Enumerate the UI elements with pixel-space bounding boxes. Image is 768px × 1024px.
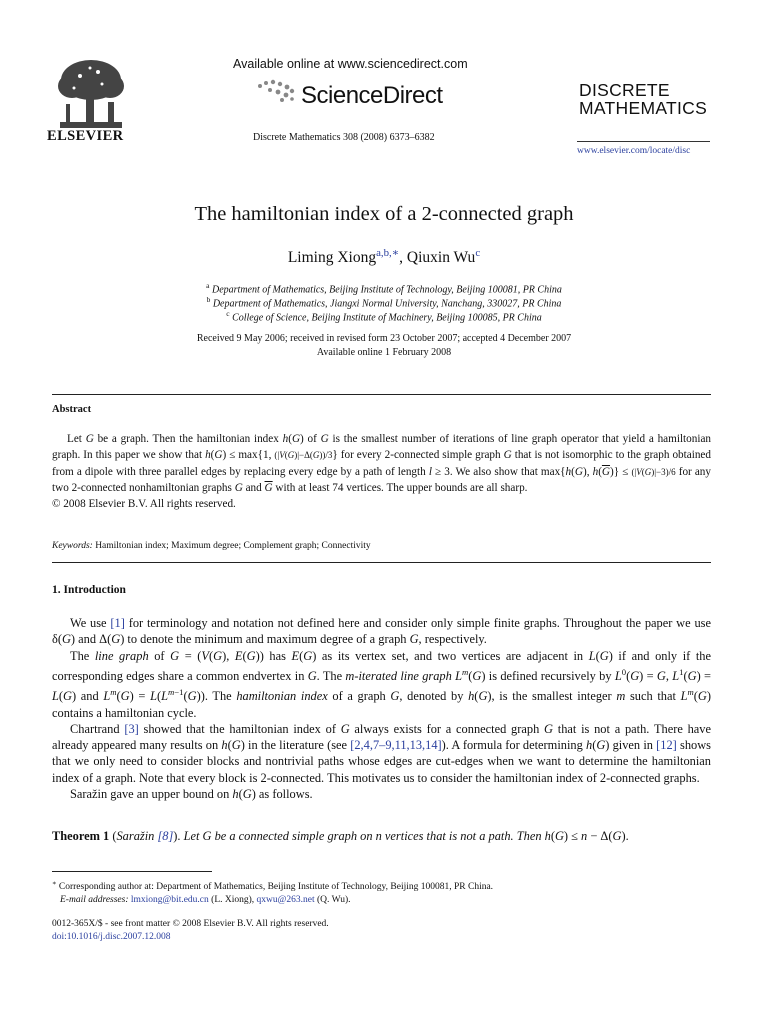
affiliation: $^a$ Department of Mathematics, Beijing Institute of Technology, Beijing 100081, PR China — [206, 281, 562, 296]
keywords: Keywords: Hamiltonian index; Maximum degree; Complement graph; Connectivity — [52, 541, 371, 551]
doi-link[interactable]: doi:10.1016/j.disc.2007.12.008 — [52, 932, 171, 942]
available-online-text: Available online at www.sciencedirect.com — [233, 57, 468, 71]
received-dates: Received 9 May 2006; received in revised form 23 October 2007; accepted 4 December 2007 — [196, 333, 572, 344]
journal-divider — [577, 141, 710, 142]
online-date: Available online 1 February 2008 — [316, 347, 452, 358]
section-heading: 1. Introduction — [52, 584, 126, 596]
introduction-text: We use [1] for terminology and notation not defined here and consider only simple finite graphs. Throughout the paper we use δ(G) and Δ(G) to denote the minimum and maximum degree of a graph G, respectively. The line graph of G = (V(G), E(G)) has E(G) as its vertex set, and two vertices are adjacent in L(G) if and only if the corresponding edges share a common endvertex in G. The m-iterated line graph $L^m(G)$ is defined recursively by $L^0(G) = G$, $L^1(G) = L(G)$ and $L^m(G) = L(L^{m-1}(G))$. The hamiltonian index of a graph G, denoted by h(G), is the smallest integer m such that $L^m(G)$ contains a hamiltonian cycle. Chartrand [3] showed that the hamiltonian index of G always exists for a connected graph G that is not a path. There have already appeared many results on h(G) in the literature (see [2,4,7–9,11,13,14]). A formula for determining h(G) given in [12] shows that we only need to consider blocks and nontrivial paths whose edges are cut-edges when we want to determine the hamiltonian index of a graph. Note that every block is 2-connected. This motivates us to consider the hamiltonian index of 2-connected graphs. Saražin gave an upper bound on h(G) as follows. — [52, 616, 712, 801]
copyright-notice: © 2008 Elsevier B.V. All rights reserved. — [52, 498, 236, 511]
author-line — [0, 246, 768, 267]
abstract-heading: Abstract — [52, 404, 92, 415]
email-link[interactable]: lmxiong@bit.edu.cn — [130, 895, 209, 906]
author-name: Liming Xiong — [287, 249, 377, 267]
divider — [52, 394, 711, 395]
publisher-name: ELSEVIER — [47, 128, 124, 144]
author-affiliation-marks[interactable]: a,b,∗ — [376, 247, 400, 259]
journal-title-line2: MATHEMATICS — [579, 98, 708, 118]
affiliation: $^c$ College of Science, Beijing Institute of Machinery, Beijing 100085, PR China — [226, 309, 542, 324]
author-name: Qiuxin Wu — [406, 249, 476, 267]
journal-url-link[interactable]: www.elsevier.com/locate/disc — [577, 146, 691, 156]
journal-citation: Discrete Mathematics 308 (2008) 6373–6382 — [253, 132, 435, 143]
article-title: The hamiltonian index of a 2-connected graph — [194, 203, 574, 225]
journal-title-line1: DISCRETE — [579, 80, 670, 100]
sciencedirect-dots-icon — [256, 78, 298, 104]
author-separator: , — [399, 249, 407, 267]
issn-line: 0012-365X/$ - see front matter © 2008 Elsevier B.V. All rights reserved. — [52, 919, 329, 929]
affiliation: $^b$ Department of Mathematics, Jiangxi Normal University, Nanchang, 330027, PR China — [206, 295, 562, 310]
footnote-divider — [52, 871, 212, 872]
divider — [52, 562, 711, 563]
email-link[interactable]: qxwu@263.net — [256, 895, 315, 906]
theorem-statement: Theorem 1 (Saražin [8]). Let G be a connected simple graph on n vertices that is not a path. Then h(G) ≤ n − Δ(G). — [52, 829, 629, 843]
author-affiliation-marks[interactable]: c — [475, 247, 481, 259]
abstract-body: Let G be a graph. Then the hamiltonian index h(G) of G is the smallest number of iterations of line graph operator that yield a hamiltonian graph. In this paper we show that h(G) ≤ max{1, (|V(G)|−Δ(G))/3} for every 2-connected simple graph G that is not isomorphic to the graph obtained from a dipole with three parallel edges by replacing every edge by a path of length l ≥ 3. We also show that max{h(G), $h(\overline{G})\} \le (|V(G)|-3)/6$ for any two 2-connected nonhamiltonian graphs G and $\overline{G}$ with at least 74 vertices. The upper bounds are all sharp. © 2008 Elsevier B.V. All rights reserved. — [52, 431, 711, 512]
bottom-info — [52, 918, 329, 944]
sciencedirect-wordmark: ScienceDirect — [301, 82, 443, 109]
footnote: ∗ Corresponding author at: Department of Mathematics, Beijing Institute of Technology, Beijing 100081, PR China. E-mail addresses: lmxiong@bit.edu.cn (L. Xiong), qxwu@263.net (Q. Wu). — [52, 880, 494, 906]
